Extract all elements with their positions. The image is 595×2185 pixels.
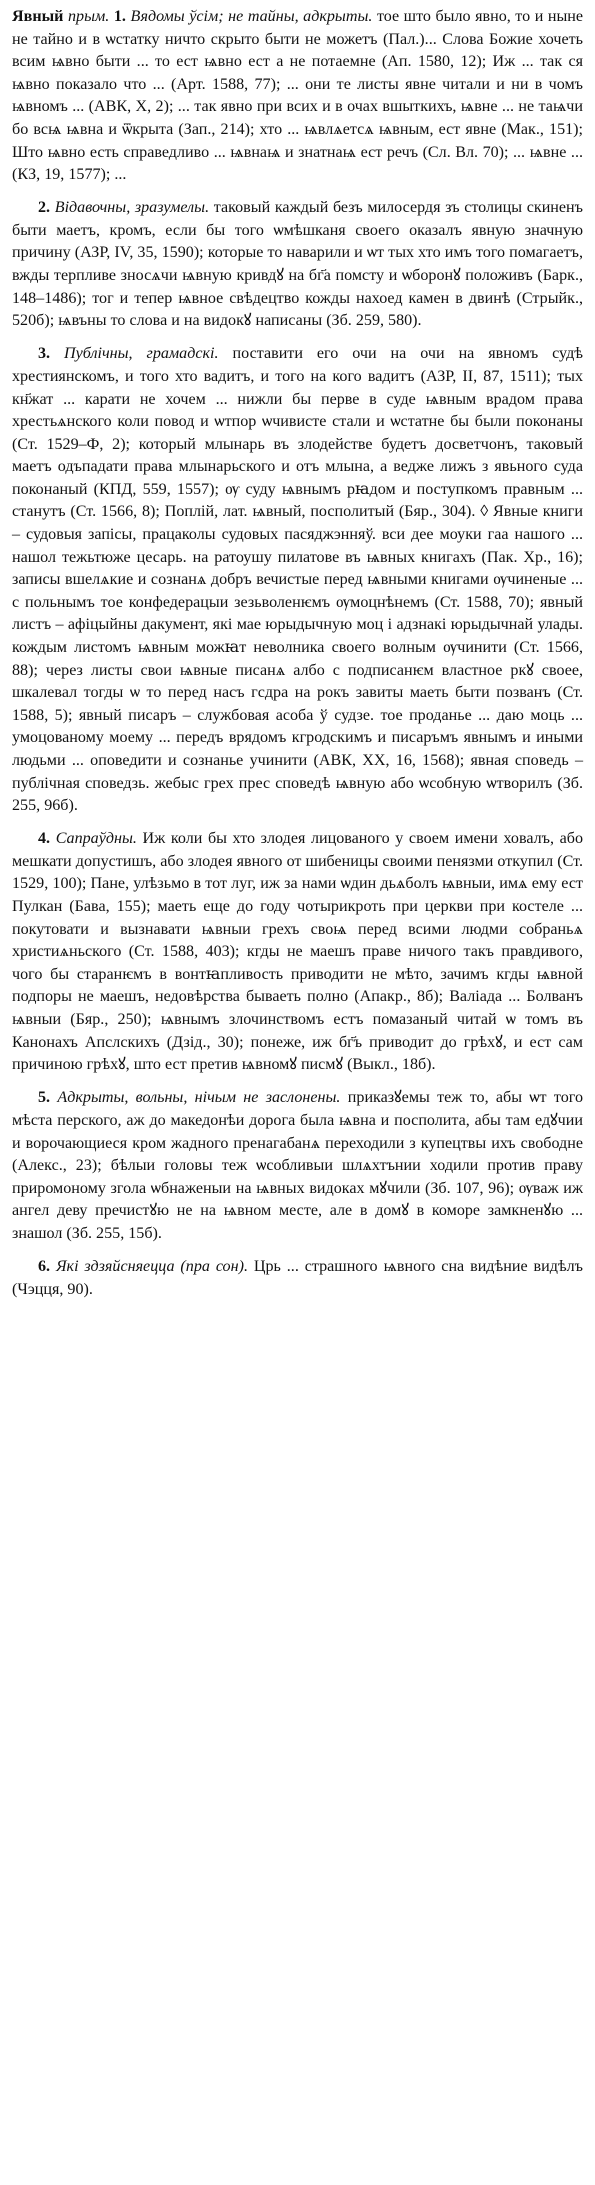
sense-gloss: Вядомы ўсім; не тайны, адкрыты. [130,8,373,25]
sense-text: приказꙋемы теж то, абы ѡт того мѣста перского, аж до македонѣи дорога была ѩвна и посполита, абы там едꙋчии и ворочающиеся кром жадного пренагабанѧ переходили з купецтвы ихъ свободне (Алекс., 23); бѣлыи головы теж ѡсобливыи шлѧхтънии ходили против праву приромоному згола ѡбнаженыи на ѩвных видоках мꙋчили (Зб. 107, 96); ѹваж иж ангел деву пречистꙋю не на ѩвном месте, але в домꙋ в коморе замкненꙋю ... знашол (Зб. 255, 15б). [12,1089,584,1242]
sense-5 [12,1087,583,1245]
sense-number: 3. [38,345,51,363]
headword: Явный [12,8,64,25]
sense-2 [12,197,583,333]
sense-gloss: Публічны, грамадскі. [64,345,219,363]
sense-gloss: Сапраўдны. [55,830,137,848]
sense-number: 6. [38,1257,51,1275]
sense-6 [12,1256,583,1301]
sense-3 [12,343,583,817]
sense-text: таковый каждый безъ милосердя зъ столицы скиненъ быти маетъ, кромъ, если бы того ѡмѣшканя своего оказалъ явную значную причину (АЗР, IV, 35, 1590); которые то наварили и ѡт тых хто имъ того помагаетъ, вжды терпливе зносѧчи ѩвную кривдꙋ на бг҃а помсту и ѡборонꙋ положивъ (Барк., 148–1486); тог и тепер ѩвное свѣдецтво кожды нахоед камен в двинѣ (Стрыйк., 520б); ѩвъны то слова и на видокꙋ написаны (Зб. 259, 580). [12,199,583,330]
part-of-speech: прым. [67,8,110,25]
sense-number: 4. [38,830,51,848]
sense-text: Црь ... страшного ѩвного сна видѣние видѣлъ (Чэцця, 90). [12,1257,583,1298]
sense-gloss: Адкрыты, вольны, нічым не заслонены. [57,1089,341,1107]
sense-text: поставити его очи на очи на явномъ судѣ хрестиянскомъ, и того хто вадитъ, и того на кого вадитъ (АЗР, II, 87, 1511); тых кн҃жат ... карати не хочем ... нижли бы перве в суде ѩвным врадом права хрестьѧнского коли повод и ѡтпор ѡчивисте стали и ѡстатне бы были поконаны (Ст. 1529–Ф, 2); который млынарь въ злодействе будетъ досветчонъ, таковый маетъ одъпадати права млынарьского и отъ млына, а ведже лижъ з явьного суда поконаный (КПД, 559, 1557); ѹ суду ѩвнымъ рꙗдом и поступкомъ правным ... станутъ (Ст. 1566, 8); Поплій, лат. ѩвный, посполитый (Бяр., 304). ◊ Явные книги – судовыя запісы, працаколы судовых пасяджэнняў. вси дее моуки гаа нашого ... нашол тежьтюже цесарь. на ратоушу пилатове въ ѩвных книгахъ (Пак. Хр., 16); записы вшелѧкие и сознанѧ добръ вечистые перед ѩвными книгами ѹчиненые ... с польнымъ тое конфедерацыи зезьволенѥмъ ѹмоцнѣнемъ (Ст. 1588, 70); явный листъ – афіцыйны дакумент, які мае юрыдычную моц і адзнакі юрыдычнай улады. кождым листомъ ѩвным можꙗт неволника своего волным ѹчинити (Ст. 1566, 88); через листы свои ѩвные писанѧ албо с подписанѥм властное ркꙋ своее, шкалевал тогды ѡ то перед насъ гсдра на рокъ завиты маеть быти позванъ (Ст. 1588, 5); явный писаръ – службовая асоба ў судзе. тое проданье ... даю моць ... умоцованому моему ... передъ врядомъ кгродскимъ и писаръмъ явнымъ и иными людьми ... оповедити и сознанье учинити (АВК, XX, 16, 1568); явная споведь – публічная споведзь. жебыс грех прес споведѣ ѩвную або ѡсобную ѡтворилъ (Зб. 255, 96б). [12,345,583,815]
sense-4 [12,828,583,1077]
sense-text: Иж коли бы хто злодея лицованого у своем имени ховалъ, або мешкати допустишъ, або злодея явного от шибеницы своими пенязми откупил (Ст. 1529, 100); Пане, улѣзьмо в тот луг, иж за нами ѡдин дьѧболъ ѩвныи, имѧ ему ест Пулкан (Бава, 155); маеть еще до году чотырикроть при церкви при костеле ... покутовати и вызнавати ѩвныи грехъ своѩ перед всими людми собраньѧ христиѧньского (Ст. 1588, 403); кгды не маешъ праве ничого такъ правдивого, чого бы старанѥмъ в вонтꙗпливость приводити не мѣто, зачимъ кгды ѩвной подпоры не маешъ, недовѣрства бываеть полно (Апакр., 8б); Валіада ... Болванъ ѩвныи (Бяр., 250); ѩвнымъ злочинствомъ естъ помазаный читай ѡ томъ въ Канонахъ Апслскихъ (Дзід., 30); понеже, иж бг҃ъ приводит до грѣхꙋ, и ест сам причиною грѣхꙋ, што ест претив ѩвномꙋ писмꙋ (Выкл., 18б). [12,830,583,1074]
sense-text: тое што было явно, то и ныне не тайно и в ѡстатку ничто скрыто быти не можетъ (Пал.)... Слова Божие хочеть всим ѩвно быти ... то ест ѩвно ест а не потаемне (Ап. 1580, 12); Иж ... так ся ѩвно показало что ... (Арт. 1588, 77); ... они те листы явне читали и ни в чомъ ѩвномъ ... (АВК, X, 2); ... так явно при всих и в очах вшыткихъ, ѩвне ... не таѩчи бо всѩ ѩвна и ѿкрыта (Зап., 214); хто ... ѩвлѧетсѧ ѩвным, ест явне (Мак., 151); Што ѩвно есть справедливо ... ѩвнаѩ и знатнаѩ ест речъ (Сл. Вл. 70); ... ѩвне ... (КЗ, 19, 1577); ... [12,8,584,184]
sense-number: 1. [113,8,126,25]
sense-1 [12,6,583,187]
sense-number: 5. [38,1089,51,1107]
sense-gloss: Відавочны, зразумелы. [54,199,210,217]
sense-gloss: Які здзяйсняецца (пра сон). [55,1257,248,1275]
sense-number: 2. [38,199,51,217]
